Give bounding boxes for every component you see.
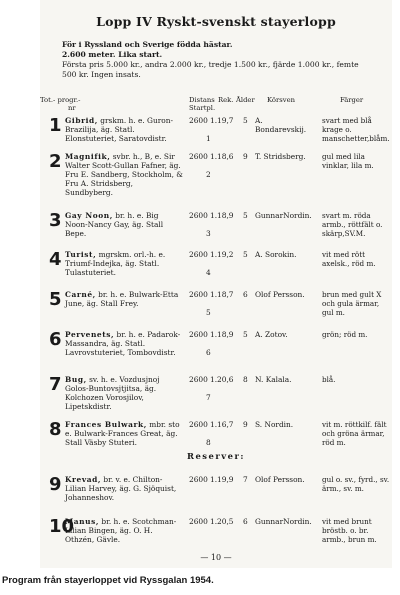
age: 5 (243, 250, 248, 259)
record-time: 1.18,9 (210, 330, 234, 339)
racing-colors: vit med rött axelsk., röd m. (322, 250, 376, 268)
entry-row (40, 152, 392, 202)
age: 6 (243, 290, 248, 299)
distance: 2600 (189, 475, 208, 484)
age: 5 (243, 211, 248, 220)
horse-details: svbr. h., B, e. Sir Walter Scott-Gullan Fafner, äg. Fru E. Sandberg, Stockholm, & Fru A. Stridsberg, Sundbyberg. (65, 152, 183, 197)
start-position: 3 (206, 229, 211, 238)
entry-fee-line: 500 kr. Ingen insats. (62, 70, 141, 79)
age: 9 (243, 420, 248, 429)
driver: GunnarNordin. (255, 517, 312, 526)
distance-line: 2.600 meter. Lika start. (62, 50, 163, 59)
racing-colors: grön; röd m. (322, 330, 368, 339)
page-number: — 10 — (200, 553, 232, 562)
horse-details: grskm. h. e. Guron-Brazilija, äg. Statl. Elonstuteriet, Saratovdistr. (65, 116, 173, 143)
racing-colors: svart med blå krage o. manschetter,blåm. (322, 116, 390, 143)
program-number: 10 (49, 516, 75, 537)
driver: S. Nordin. (255, 420, 294, 429)
eligibility-line: För i Ryssland och Sverige födda hästar. (62, 40, 233, 49)
distance: 2600 (189, 116, 208, 125)
distance: 2600 (189, 375, 208, 384)
distance: 2600 (189, 152, 208, 161)
horse-description (65, 211, 183, 238)
horse-description (65, 517, 183, 544)
horse-name: Krevad, (65, 475, 102, 484)
horse-name: Bug, (65, 375, 87, 384)
horse-description (65, 330, 183, 357)
horse-name: Gay Noon, (65, 211, 113, 220)
horse-name: Turist, (65, 250, 97, 259)
racing-colors: gul o. sv., fyrd., sv. ärm., sv. m. (322, 475, 390, 493)
driver: A. Sorokin. (255, 250, 297, 259)
driver: A. Bondarevskij. (255, 116, 307, 134)
horse-description (65, 290, 183, 308)
horse-details: br. v. e. Chilton-Lilian Harvey, äg. G. Sjöquist, Johanneshov. (65, 475, 177, 502)
driver: Olof Persson. (255, 290, 305, 299)
program-number: 3 (49, 210, 62, 231)
distance: 2600 (189, 517, 208, 526)
header-tot-nr: Tot.- progr.- nr (40, 96, 81, 112)
racing-colors: blå. (322, 375, 336, 384)
entry-row (40, 420, 392, 470)
header-distans: Distans Startpl. (189, 96, 216, 112)
prize-line: Första pris 5.000 kr., andra 2.000 kr., tredje 1.500 kr., fjärde 1.000 kr., femte (62, 60, 359, 69)
page-title: Lopp IV Ryskt-svenskt stayerlopp (96, 14, 336, 29)
program-number: 5 (49, 289, 62, 310)
race-conditions (62, 40, 392, 80)
horse-details: mgrskm. orl.-h. e. Triumf-Indejka, äg. Statl. Tulastuteriet. (65, 250, 166, 277)
header-alder: Ålder (236, 96, 255, 104)
program-number: 2 (49, 151, 62, 172)
distance: 2600 (189, 420, 208, 429)
record-time: 1.18,6 (210, 152, 234, 161)
driver: N. Kalala. (255, 375, 292, 384)
record-time: 1.19,7 (210, 116, 234, 125)
start-position: 4 (206, 268, 211, 277)
start-position: 1 (206, 134, 211, 143)
program-number: 1 (49, 115, 62, 136)
distance: 2600 (189, 250, 208, 259)
horse-details: mbr. sto e. Bulwark-Frances Great, äg. Stall Väsby Stuteri. (65, 420, 180, 447)
racing-colors: brun med gult X och gula ärmar, gul m. (322, 290, 382, 317)
horse-name: Magnifik, (65, 152, 111, 161)
distance: 2600 (189, 211, 208, 220)
program-page (40, 0, 392, 568)
program-number: 8 (49, 419, 62, 440)
record-time: 1.19,9 (210, 475, 234, 484)
record-time: 1.18,7 (210, 290, 234, 299)
program-number: 7 (49, 374, 62, 395)
driver: T. Stridsberg. (255, 152, 306, 161)
age: 6 (243, 517, 248, 526)
horse-details: br. h. e. Big Noon-Nancy Gay, äg. Stall Bepe. (65, 211, 164, 238)
entry-row (40, 375, 392, 425)
age: 7 (243, 475, 248, 484)
program-number: 9 (49, 474, 62, 495)
horse-description (65, 152, 183, 197)
start-position: 6 (206, 348, 211, 357)
age: 9 (243, 152, 248, 161)
age: 5 (243, 330, 248, 339)
start-position: 7 (206, 393, 211, 402)
reserves-heading: Reserver: (187, 451, 245, 461)
record-time: 1.18,9 (210, 211, 234, 220)
horse-details: br. h. e. Bulwark-Etta June, äg. Stall Frey. (65, 290, 179, 308)
start-position: 5 (206, 308, 211, 317)
horse-details: br. h. e. Padarok-Massandra, äg. Statl. Lavrovstuteriet, Tombovdistr. (65, 330, 181, 357)
program-number: 4 (49, 249, 62, 270)
start-position: 8 (206, 438, 211, 447)
horse-name: Carné, (65, 290, 96, 299)
header-rek: Rek. (218, 96, 234, 104)
distance: 2600 (189, 330, 208, 339)
horse-details: sv. h. e. Vozdusjnoj Golos-Buntovsjtjitsa, äg. Kolchozen Vorosjilov, Lipetskdistr. (65, 375, 160, 411)
record-time: 1.19,2 (210, 250, 234, 259)
entry-row (40, 330, 392, 380)
horse-description (65, 420, 183, 447)
racing-colors: gul med lila vinklar, lila m. (322, 152, 374, 170)
distance: 2600 (189, 290, 208, 299)
racing-colors: svart m. röda armb., röttfält o. skärp,SV.M. (322, 211, 383, 238)
header-farger: Färger (340, 96, 364, 104)
horse-description (65, 250, 183, 277)
racing-colors: vit m. röttkilf. fält och gröna ärmar, röd m. (322, 420, 387, 447)
horse-description (65, 116, 183, 143)
driver: A. Zotov. (255, 330, 288, 339)
record-time: 1.20,6 (210, 375, 234, 384)
driver: Olof Persson. (255, 475, 305, 484)
record-time: 1.16,7 (210, 420, 234, 429)
racing-colors: vit med brunt bröstb. o. br. armb., brun m. (322, 517, 377, 544)
horse-description (65, 375, 183, 411)
horse-name: Manus, (65, 517, 100, 526)
photo-caption: Program från stayerloppet vid Ryssgalan 1954. (2, 575, 214, 586)
header-korsven: Körsven (267, 96, 295, 104)
horse-name: Frances Bulwark, (65, 420, 147, 429)
age: 5 (243, 116, 248, 125)
horse-name: Pervenets, (65, 330, 115, 339)
start-position: 2 (206, 170, 211, 179)
driver: GunnarNordin. (255, 211, 312, 220)
horse-description (65, 475, 183, 502)
record-time: 1.20,5 (210, 517, 234, 526)
age: 8 (243, 375, 248, 384)
program-number: 6 (49, 329, 62, 350)
horse-details: br. h. e. Scotchman-Lilian Bingen, äg. O. H. Othzén, Gävle. (65, 517, 177, 544)
horse-name: Gibrid, (65, 116, 98, 125)
